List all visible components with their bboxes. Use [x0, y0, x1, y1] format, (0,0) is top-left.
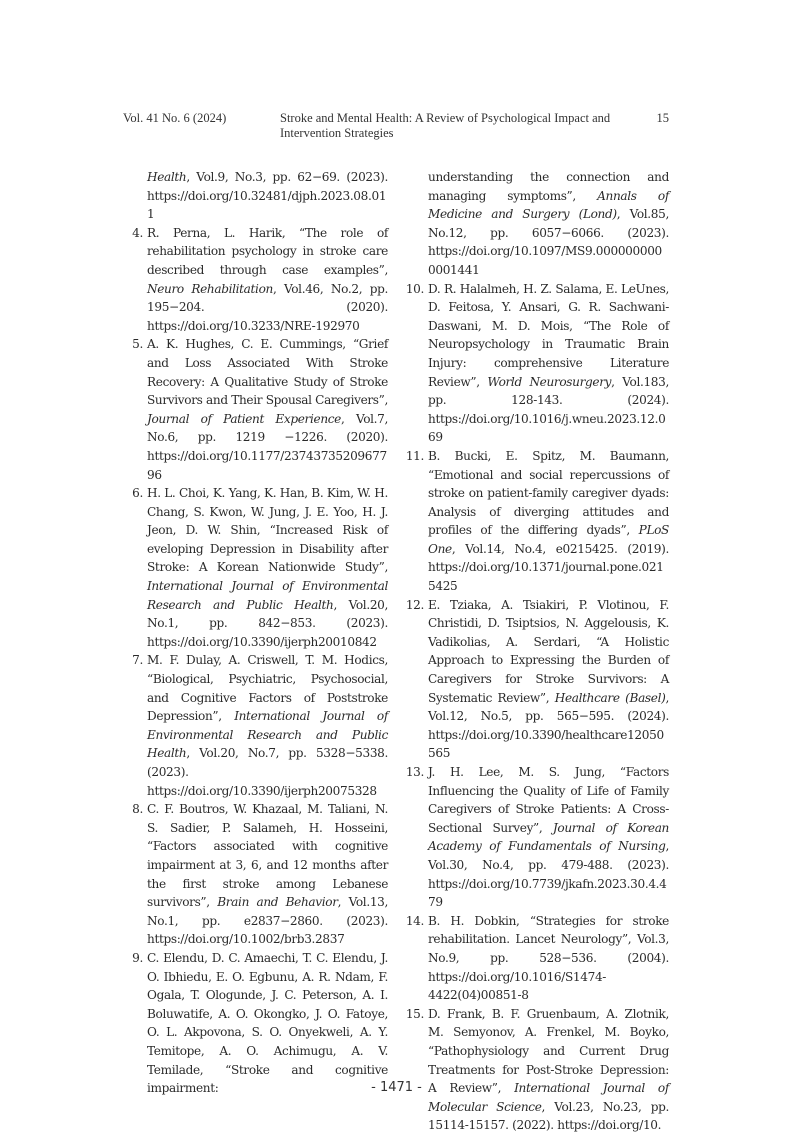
reference-entry — [404, 447, 669, 596]
footer-page-number: - 1471 - — [371, 1080, 422, 1095]
running-title: Stroke and Mental Health: A Review of Psychological Impact and Intervention Strategies — [280, 111, 611, 140]
reference-text: , Vol.20, No.1, pp. 842−853. (2023). https://doi.org/10.3390/ijerph20010842 — [147, 597, 389, 649]
reference-text: H. L. Choi, K. Yang, K. Han, B. Kim, W. H. Chang, S. Kwon, W. Jung, J. E. Yoo, H. J. Jeon, D. W. Shin, “Increased Risk of eveloping Depression in Disability after Stroke: A Korean Nationwide Study”, — [147, 486, 388, 575]
reference-text: B. H. Dobkin, “Strategies for stroke rehabilitation. Lancet Neurology”, Vol.3, No.9, pp. 528−536. (2004). https://doi.org/10.1016/S1474-4422(04)00851-8 — [428, 913, 669, 1003]
reference-text: , Vol.46, No.2, pp. 195−204. (2020). https://doi.org/10.3233/NRE-192970 — [147, 281, 388, 333]
references-right-column — [404, 168, 669, 1135]
reference-continuation — [123, 168, 388, 224]
reference-text: , Vol.20, No.7, pp. 5328−5338. (2023). https://doi.org/10.3390/ijerph20075328 — [147, 746, 388, 798]
reference-text: J. H. Lee, M. S. Jung, “Factors Influencing the Quality of Life of Family Caregivers of Stroke Patients: A Cross-Sectional Survey”, — [428, 765, 669, 835]
reference-entry — [123, 800, 388, 949]
reference-source-title: Journal of Patient Experience — [147, 411, 341, 426]
reference-number: 12. — [405, 597, 424, 612]
reference-entry — [123, 224, 388, 336]
reference-source-title: Health — [147, 170, 187, 184]
reference-text: , Vol.30, No.4, pp. 479-488. (2023). https://doi.org/10.7739/jkafn.2023.30.4.479 — [428, 839, 669, 910]
reference-source-title: International Journal of Environmental Research and Public Health — [147, 579, 388, 612]
reference-source-title: International Journal of Molecular Science — [428, 1081, 669, 1114]
running-header — [123, 111, 669, 140]
reference-text: A. K. Hughes, C. E. Cummings, “Grief and Loss Associated With Stroke Recovery: A Qualitative Study of Stroke Survivors and Their Spousal Caregivers”, — [147, 337, 388, 408]
reference-text: R. Perna, L. Harik, “The role of rehabilitation psychology in stroke care described through case examples”, — [147, 225, 388, 277]
reference-text: E. Tziaka, A. Tsiakiri, P. Vlotinou, F. Christidi, D. Tsiptsios, N. Aggelousis, K. Vadikolias, A. Serdari, “A Holistic Approach to Expressing the Burden of Caregivers for Stroke Survivors: A Systematic Review”, — [428, 597, 669, 705]
reference-text: understanding the connection and managing symptoms”, — [428, 170, 669, 203]
reference-entry — [123, 949, 388, 1098]
reference-number: 11. — [405, 448, 424, 463]
reference-number: 4. — [132, 225, 143, 240]
reference-source-title: International Journal of Environmental Research and Public Health — [147, 709, 388, 761]
reference-text: , Vol.183, pp. 128-143. (2024). https://doi.org/10.1016/j.wneu.2023.12.069 — [428, 374, 669, 445]
reference-source-title: Neuro Rehabilitation — [147, 281, 273, 296]
header-page-number: 15 — [656, 111, 669, 125]
reference-text: , Vol.13, No.1, pp. e2837−2860. (2023). https://doi.org/10.1002/brb3.2837 — [147, 895, 388, 947]
reference-text: , Vol.7, No.6, pp. 1219 −1226. (2020). https://doi.org/10.1177/2374373520967796 — [147, 411, 389, 482]
reference-source-title: Brain and Behavior — [217, 895, 338, 910]
reference-source-title: World Neurosurgery — [487, 374, 612, 389]
reference-entry — [404, 1005, 669, 1135]
reference-source-title: Journal of Korean Academy of Fundamentals of Nursing — [428, 820, 669, 854]
reference-number: 5. — [132, 337, 143, 352]
reference-text: B. Bucki, E. Spitz, M. Baumann, “Emotional and social repercussions of stroke on patient-family caregiver dyads: Analysis of diverging attitudes and profiles of the differing dyads”, — [428, 448, 669, 538]
reference-entry — [404, 912, 669, 1005]
reference-entry — [123, 651, 388, 800]
reference-source-title: Healthcare (Basel) — [554, 690, 666, 705]
reference-text: M. F. Dulay, A. Criswell, T. M. Hodics, “Biological, Psychiatric, Psychosocial, and Cognitive Factors of Poststroke Depression”, — [147, 653, 388, 724]
reference-text: , Vol.23, No.23, pp. 15114-15157. (2022). https://doi.org/10. — [428, 1099, 669, 1133]
reference-entry — [123, 335, 388, 484]
reference-entry — [404, 763, 669, 912]
reference-number: 13. — [405, 765, 424, 779]
reference-text: , Vol.9, No.3, pp. 62−69. (2023). https://doi.org/10.32481/djph.2023.08.011 — [147, 170, 388, 222]
reference-number: 7. — [132, 653, 143, 668]
reference-source-title: PLoS One — [428, 523, 669, 556]
reference-number: 9. — [132, 950, 143, 965]
reference-text: C. Elendu, D. C. Amaechi, T. C. Elendu, J. O. Ibhiedu, E. O. Egbunu, A. R. Ndam, F. Ogala, T. Ologunde, J. C. Peterson, A. I. Boluwatife, A. O. Okongko, J. O. Fatoye, O. L. Akpovona, S. O. Onyekweli, A. Y. Temitope, A. O. Achimugu, A. V. Temilade, “Stroke and cognitive impairment: — [147, 950, 388, 1096]
reference-source-title: Annals of Medicine and Surgery (Lond) — [428, 188, 669, 222]
reference-entry — [404, 596, 669, 763]
reference-text: , Vol.12, No.5, pp. 565−595. (2024). https://doi.org/10.3390/healthcare12050565 — [428, 690, 669, 761]
references-left-column — [123, 168, 388, 1098]
reference-continuation — [404, 168, 669, 280]
reference-entry — [404, 280, 669, 447]
volume-issue: Vol. 41 No. 6 (2024) — [123, 111, 227, 125]
reference-number: 6. — [132, 486, 143, 501]
reference-text: D. R. Halalmeh, H. Z. Salama, E. LeUnes, D. Feitosa, Y. Ansari, G. R. Sachwani-Daswani, M. D. Mois, “The Role of Neuropsychology in Traumatic Brain Injury: comprehensive Literature Review”, — [428, 281, 669, 389]
reference-text: D. Frank, B. F. Gruenbaum, A. Zlotnik, M. Semyonov, A. Frenkel, M. Boyko, “Pathophysiology and Current Drug Treatments for Post-Stroke Depression: A Review”, — [428, 1006, 669, 1096]
reference-entry — [123, 484, 388, 651]
reference-text: , Vol.14, No.4, e0215425. (2019). https://doi.org/10.1371/journal.pone.0215425 — [428, 541, 669, 594]
reference-number: 10. — [405, 281, 424, 296]
reference-text: , Vol.85, No.12, pp. 6057−6066. (2023). https://doi.org/10.1097/MS9.0000000000001441 — [428, 207, 669, 277]
reference-number: 8. — [132, 802, 143, 817]
reference-number: 15. — [405, 1006, 424, 1021]
reference-number: 14. — [405, 913, 424, 928]
reference-text: C. F. Boutros, W. Khazaal, M. Taliani, N. S. Sadier, P. Salameh, H. Hosseini, “Factors associated with cognitive impairment at 3, 6, and 12 months after the first stroke among Lebanese survivors”, — [147, 802, 388, 910]
